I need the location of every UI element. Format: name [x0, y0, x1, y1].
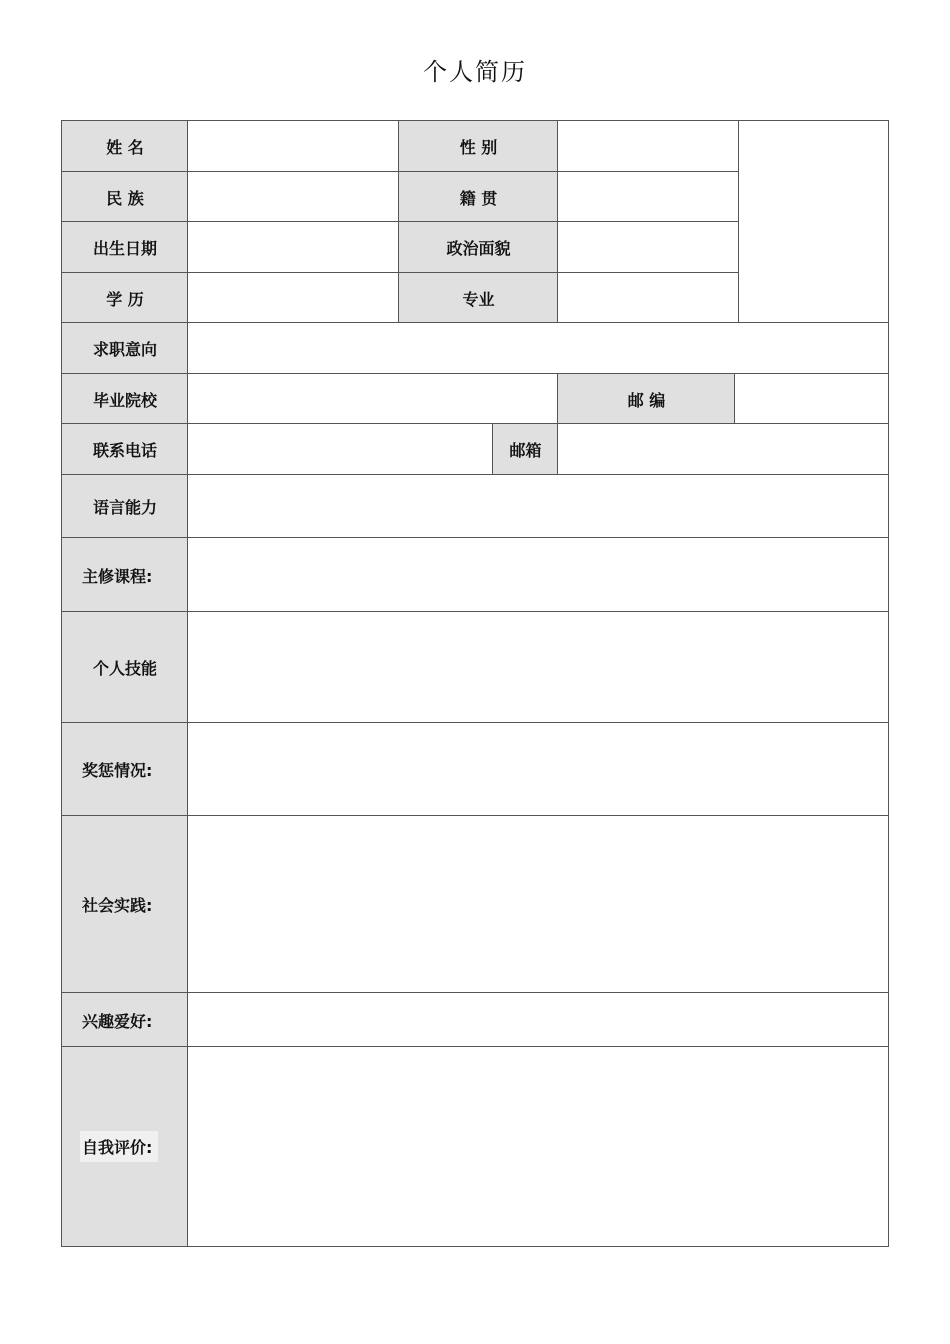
table-col-rule — [492, 423, 493, 475]
personal-skills-field[interactable] — [188, 612, 889, 723]
table-col-rule — [398, 120, 399, 323]
table-rule — [61, 1046, 889, 1047]
label-main-courses: 主修课程: — [62, 538, 188, 612]
social-practice-field[interactable] — [188, 816, 889, 993]
label-graduate-school: 毕业院校 — [62, 374, 188, 424]
label-self-evaluation-text: 自我评价: — [80, 1131, 158, 1162]
table-col-rule — [738, 120, 739, 323]
language-skills-field[interactable] — [188, 475, 889, 538]
label-name: 姓 名 — [62, 121, 188, 172]
label-native-place: 籍 贯 — [399, 172, 558, 222]
political-status-field[interactable] — [558, 222, 739, 273]
label-social-practice: 社会实践: — [62, 816, 188, 993]
self-evaluation-field[interactable] — [188, 1047, 889, 1246]
label-ethnicity: 民 族 — [62, 172, 188, 222]
page-title: 个人简历 — [423, 58, 527, 86]
label-self-evaluation — [62, 1047, 188, 1246]
education-field[interactable] — [188, 273, 399, 323]
table-col-rule — [557, 373, 558, 475]
table-border-top — [61, 120, 889, 121]
table-rule — [61, 373, 889, 374]
phone-field[interactable] — [188, 424, 493, 475]
label-job-intention: 求职意向 — [62, 323, 188, 374]
table-rule — [61, 221, 739, 222]
birth-date-field[interactable] — [188, 222, 399, 273]
label-major: 专业 — [399, 273, 558, 323]
label-birth-date: 出生日期 — [62, 222, 188, 273]
table-col-rule — [187, 120, 188, 1247]
name-field[interactable] — [188, 121, 399, 172]
label-personal-skills: 个人技能 — [62, 612, 188, 723]
table-rule — [61, 322, 889, 323]
native-place-field[interactable] — [558, 172, 739, 222]
table-rule — [61, 722, 889, 723]
label-postal-code: 邮 编 — [558, 374, 735, 424]
ethnicity-field[interactable] — [188, 172, 399, 222]
table-rule — [61, 474, 889, 475]
table-border-left — [61, 120, 62, 1247]
label-language-skills: 语言能力 — [62, 475, 188, 538]
table-rule — [61, 423, 889, 424]
label-gender: 性 别 — [399, 121, 558, 172]
table-rule — [61, 992, 889, 993]
graduate-school-field[interactable] — [188, 374, 558, 424]
label-education: 学 历 — [62, 273, 188, 323]
label-political-status: 政治面貌 — [399, 222, 558, 273]
postal-code-field[interactable] — [735, 374, 889, 424]
table-rule — [61, 171, 739, 172]
job-intention-field[interactable] — [188, 323, 889, 374]
hobbies-field[interactable] — [188, 993, 889, 1047]
table-border-right — [888, 120, 889, 1247]
main-courses-field[interactable] — [188, 538, 889, 612]
label-phone: 联系电话 — [62, 424, 188, 475]
major-field[interactable] — [558, 273, 739, 323]
email-field[interactable] — [558, 424, 889, 475]
label-email: 邮箱 — [493, 424, 558, 475]
photo-area[interactable] — [739, 121, 889, 323]
table-col-rule — [557, 120, 558, 323]
label-awards: 奖惩情况: — [62, 723, 188, 816]
table-col-rule — [734, 373, 735, 424]
table-rule — [61, 272, 739, 273]
awards-field[interactable] — [188, 723, 889, 816]
table-rule — [61, 537, 889, 538]
table-border-bottom — [61, 1246, 889, 1247]
table-rule — [61, 611, 889, 612]
gender-field[interactable] — [558, 121, 739, 172]
label-hobbies: 兴趣爱好: — [62, 993, 188, 1047]
table-rule — [61, 815, 889, 816]
